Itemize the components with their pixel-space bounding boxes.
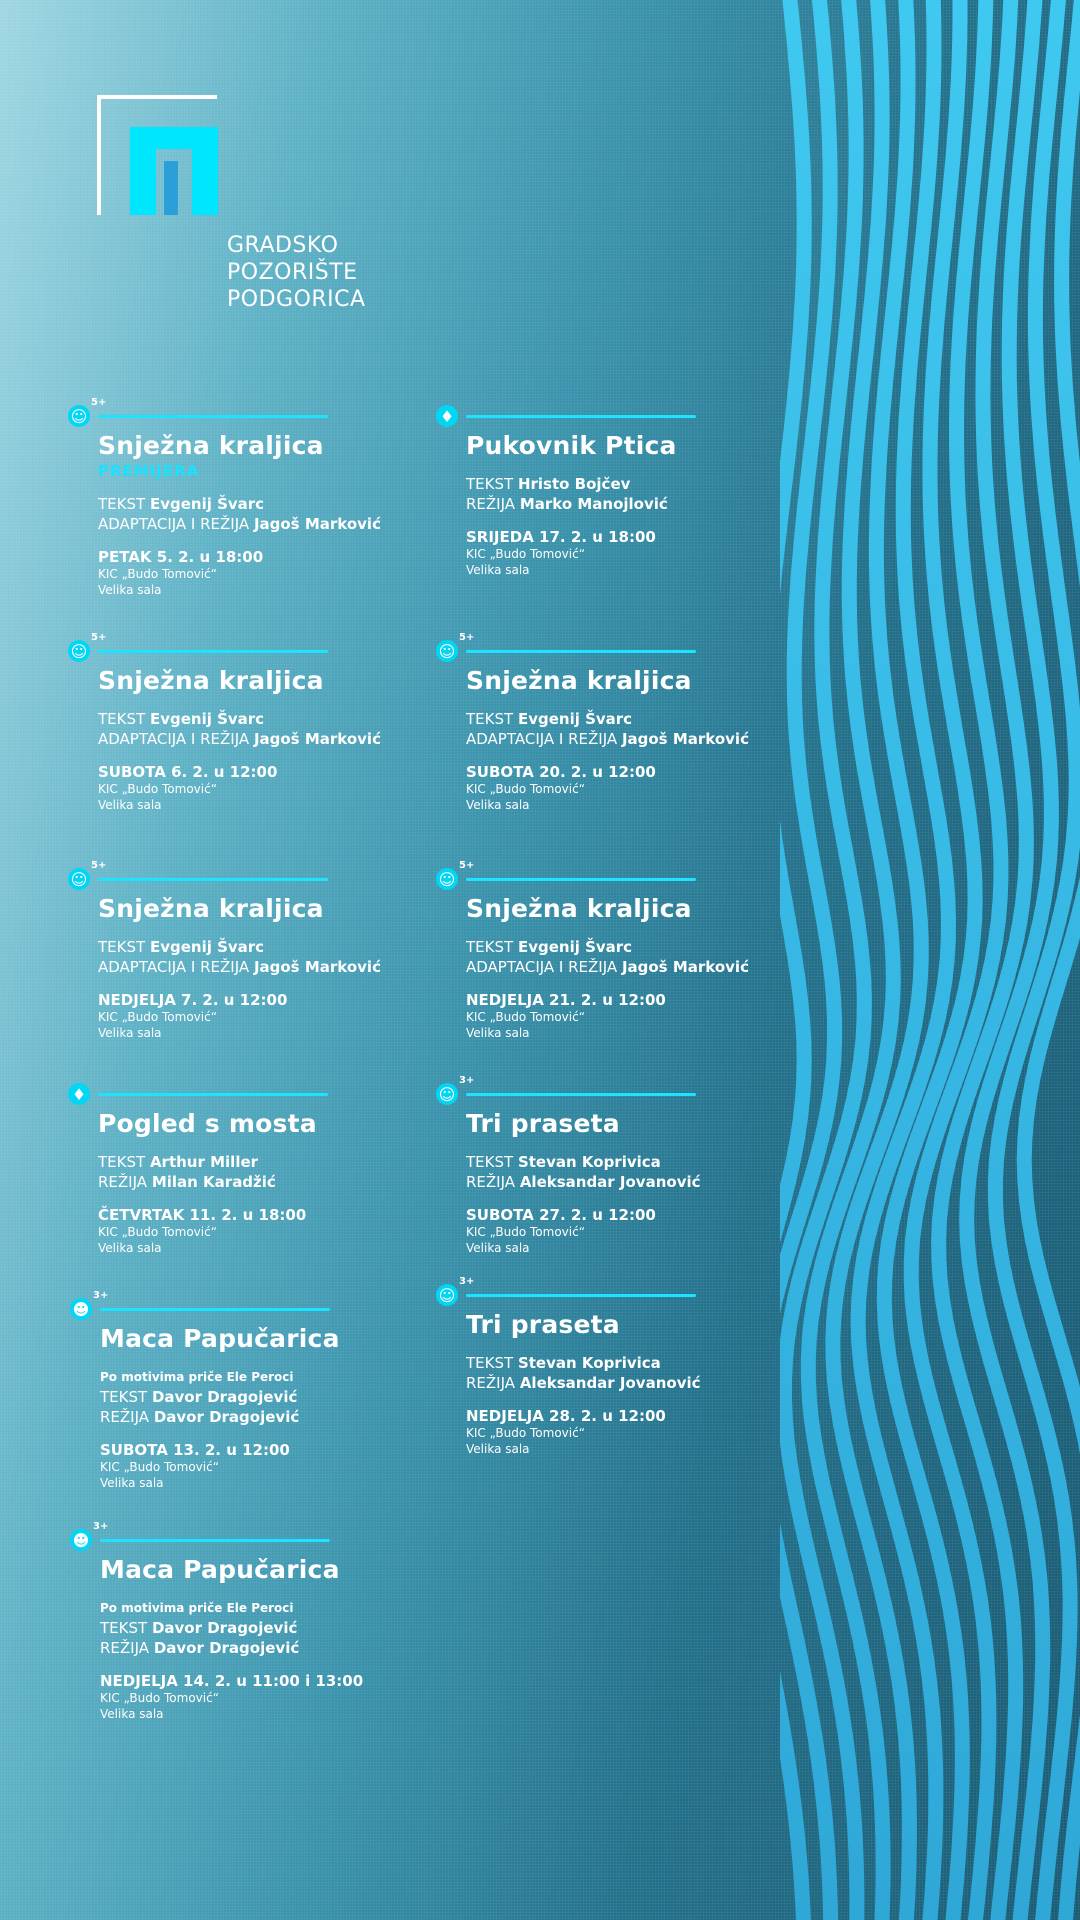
credits (466, 1152, 796, 1192)
event-hall: Velika sala (98, 1241, 162, 1255)
event-card (436, 632, 796, 813)
divider (100, 1308, 330, 1311)
credits (466, 1353, 796, 1393)
logo-mark-icon (130, 127, 218, 215)
age-rating: 5+ (459, 860, 475, 871)
kids-mask-icon: ☺ (436, 1284, 458, 1306)
credit-label: TEKST (466, 1354, 514, 1372)
credit-name: Evgenij Švarc (149, 710, 265, 728)
kids-mask-icon: ☺ (68, 868, 90, 890)
divider (466, 878, 696, 881)
premiere-label: PREMIJERA (98, 462, 200, 480)
age-rating: 5+ (91, 632, 107, 643)
event-venue: KIC „Budo Tomović“ (98, 782, 217, 796)
credit-label: TEKST (98, 710, 146, 728)
credit-name: Jagoš Marković (253, 515, 381, 533)
credit-name: Jagoš Marković (621, 730, 749, 748)
credit-name: Marko Manojlović (519, 495, 668, 513)
credits (466, 709, 796, 749)
credits (466, 474, 796, 514)
divider (98, 878, 328, 881)
credit-label: TEKST (98, 1153, 146, 1171)
event-card (68, 860, 428, 1041)
event-date: NEDJELJA 7. 2. u 12:00 (98, 991, 288, 1009)
credit-name: Jagoš Marković (621, 958, 749, 976)
credit-label: TEKST (100, 1619, 148, 1637)
credit-name: Stevan Koprivica (517, 1354, 661, 1372)
credits (98, 709, 428, 749)
event-hall: Velika sala (98, 583, 162, 597)
event-title: Snježna kraljica (98, 431, 324, 460)
event-hall: Velika sala (466, 563, 530, 577)
credit-name: Jagoš Marković (253, 958, 381, 976)
wave-stripes-decoration (780, 0, 1080, 1920)
drama-icon: ♦ (68, 1083, 90, 1105)
credit-label: TEKST (466, 475, 514, 493)
credits (100, 1598, 430, 1658)
credit-name: Davor Dragojević (151, 1388, 298, 1406)
logo-frame (97, 95, 217, 99)
event-date: SUBOTA 20. 2. u 12:00 (466, 763, 656, 781)
credit-name: Evgenij Švarc (149, 495, 265, 513)
event-date: SUBOTA 27. 2. u 12:00 (466, 1206, 656, 1224)
event-title: Snježna kraljica (466, 894, 692, 923)
event-date: NEDJELJA 28. 2. u 12:00 (466, 1407, 666, 1425)
age-rating: 3+ (93, 1521, 109, 1532)
credit-name: Jagoš Marković (253, 730, 381, 748)
event-card (436, 405, 796, 578)
kids-mask-icon: ☺ (436, 868, 458, 890)
kids-mask-icon: ☺ (68, 405, 90, 427)
event-hall: Velika sala (98, 798, 162, 812)
event-date: PETAK 5. 2. u 18:00 (98, 548, 264, 566)
age-rating: 3+ (459, 1075, 475, 1086)
event-venue: KIC „Budo Tomović“ (466, 547, 585, 561)
credit-label: REŽIJA (100, 1639, 150, 1657)
credit-label: TEKST (466, 1153, 514, 1171)
event-title: Snježna kraljica (98, 666, 324, 695)
credit-label: ADAPTACIJA I REŽIJA (98, 515, 250, 533)
event-title: Maca Papučarica (100, 1324, 340, 1353)
event-venue: KIC „Budo Tomović“ (100, 1460, 219, 1474)
credits (466, 937, 796, 977)
kids-mask-icon: ☺ (68, 640, 90, 662)
credit-name: Aleksandar Jovanović (519, 1374, 701, 1392)
event-title: Tri praseta (466, 1310, 620, 1339)
drama-icon: ♦ (436, 405, 458, 427)
divider (98, 650, 328, 653)
credit-name: Davor Dragojević (153, 1408, 300, 1426)
event-venue: KIC „Budo Tomović“ (466, 1010, 585, 1024)
credit-name: Milan Karadžić (151, 1173, 276, 1191)
event-venue: KIC „Budo Tomović“ (466, 1426, 585, 1440)
event-venue: KIC „Budo Tomović“ (466, 782, 585, 796)
event-hall: Velika sala (466, 1241, 530, 1255)
event-card (68, 632, 428, 813)
logo-line: POZORIŠTE (227, 260, 358, 285)
age-rating: 5+ (91, 397, 107, 408)
divider (466, 1093, 696, 1096)
kids-mask-icon: ☺ (436, 640, 458, 662)
event-card (70, 1521, 430, 1722)
event-card (436, 1075, 796, 1256)
event-card (436, 860, 796, 1041)
credit-name: Evgenij Švarc (149, 938, 265, 956)
kids-mask-icon: ☺ (436, 1083, 458, 1105)
event-title: Snježna kraljica (98, 894, 324, 923)
event-title: Tri praseta (466, 1109, 620, 1138)
event-title: Maca Papučarica (100, 1555, 340, 1584)
event-hall: Velika sala (466, 798, 530, 812)
event-hall: Velika sala (100, 1707, 164, 1721)
logo-line: GRADSKO (227, 233, 339, 258)
credit-label: TEKST (98, 495, 146, 513)
credit-label: ADAPTACIJA I REŽIJA (98, 958, 250, 976)
event-hall: Velika sala (466, 1026, 530, 1040)
credit-label: TEKST (98, 938, 146, 956)
credit-label: ADAPTACIJA I REŽIJA (466, 730, 618, 748)
age-rating: 5+ (459, 632, 475, 643)
credit-label: ADAPTACIJA I REŽIJA (466, 958, 618, 976)
event-card (436, 1276, 796, 1457)
credits (100, 1367, 430, 1427)
credit-name: Arthur Miller (149, 1153, 259, 1171)
theatre-logo (97, 95, 397, 325)
credit-label: REŽIJA (98, 1173, 148, 1191)
credit-name: Evgenij Švarc (517, 710, 633, 728)
credits (98, 494, 428, 534)
age-rating: 5+ (91, 860, 107, 871)
divider (466, 415, 696, 418)
age-rating: 3+ (93, 1290, 109, 1301)
event-hall: Velika sala (466, 1442, 530, 1456)
event-venue: KIC „Budo Tomović“ (98, 567, 217, 581)
credit-name: Aleksandar Jovanović (519, 1173, 701, 1191)
event-card (68, 1083, 428, 1256)
age-rating: 3+ (459, 1276, 475, 1287)
credit-label: REŽIJA (100, 1408, 150, 1426)
event-venue: KIC „Budo Tomović“ (100, 1691, 219, 1705)
credit-label: REŽIJA (466, 1374, 516, 1392)
credit-name: Stevan Koprivica (517, 1153, 661, 1171)
event-date: ČETVRTAK 11. 2. u 18:00 (98, 1206, 307, 1224)
divider (100, 1539, 330, 1542)
event-venue: KIC „Budo Tomović“ (98, 1225, 217, 1239)
credit-label: TEKST (100, 1388, 148, 1406)
logo-line: PODGORICA (227, 287, 366, 312)
credits (98, 1152, 428, 1192)
event-date: SUBOTA 13. 2. u 12:00 (100, 1441, 290, 1459)
credit-label: REŽIJA (466, 495, 516, 513)
event-title: Pukovnik Ptica (466, 431, 677, 460)
puppet-icon: ☻ (70, 1529, 92, 1551)
event-title: Pogled s mosta (98, 1109, 317, 1138)
credit-label: REŽIJA (466, 1173, 516, 1191)
divider (466, 650, 696, 653)
credits (98, 937, 428, 977)
puppet-icon: ☻ (70, 1298, 92, 1320)
credit-label: ADAPTACIJA I REŽIJA (98, 730, 250, 748)
event-hall: Velika sala (98, 1026, 162, 1040)
event-date: SRIJEDA 17. 2. u 18:00 (466, 528, 656, 546)
based-on-text: Po motivima priče Ele Peroci (100, 1601, 294, 1615)
credit-label: TEKST (466, 938, 514, 956)
logo-name (227, 232, 366, 313)
based-on-text: Po motivima priče Ele Peroci (100, 1370, 294, 1384)
event-card (70, 1290, 430, 1491)
credit-name: Hristo Bojčev (517, 475, 631, 493)
credit-name: Evgenij Švarc (517, 938, 633, 956)
logo-frame (97, 95, 101, 215)
event-venue: KIC „Budo Tomović“ (466, 1225, 585, 1239)
event-date: NEDJELJA 14. 2. u 11:00 i 13:00 (100, 1672, 364, 1690)
event-hall: Velika sala (100, 1476, 164, 1490)
event-title: Snježna kraljica (466, 666, 692, 695)
divider (466, 1294, 696, 1297)
divider (98, 1093, 328, 1096)
credit-name: Davor Dragojević (151, 1619, 298, 1637)
event-date: NEDJELJA 21. 2. u 12:00 (466, 991, 666, 1009)
divider (98, 415, 328, 418)
credit-name: Davor Dragojević (153, 1639, 300, 1657)
credit-label: TEKST (466, 710, 514, 728)
event-date: SUBOTA 6. 2. u 12:00 (98, 763, 278, 781)
event-venue: KIC „Budo Tomović“ (98, 1010, 217, 1024)
event-card (68, 397, 428, 598)
